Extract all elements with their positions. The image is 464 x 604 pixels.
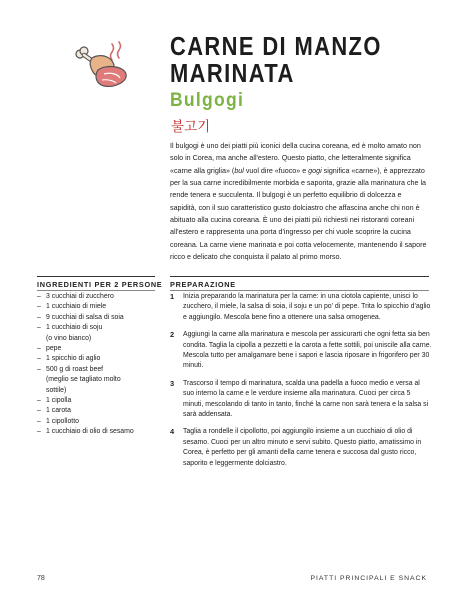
meat-drumstick-icon: [68, 40, 132, 90]
ingredient-item: (meglio se tagliato molto: [46, 376, 121, 384]
preparation-step: [170, 330, 432, 372]
ingredient-item: – 9 cucchiai di salsa di soia: [37, 313, 147, 323]
step-text: Aggiungi la carne alla marinatura e mescola per assicurarti che ogni fetta sia ben condita. Taglia la cipolla a pezzetti e la carota a fette sottili, poi uniscile alla carne. Mescola tutto per amalgamare bene i sapori e lascia riposare in frigorifero per 30 minuti.: [183, 331, 432, 370]
ingredient-item: – 3 cucchiai di zucchero: [37, 292, 147, 302]
preparation-step: [170, 427, 432, 469]
ingredient-item: – 1 spicchio di aglio: [37, 354, 147, 364]
preparation-rule: [170, 276, 429, 277]
step-number: 4: [170, 427, 175, 437]
step-number: 2: [170, 330, 175, 340]
preparation-heading: PREPARAZIONE: [170, 280, 236, 289]
intro-text: significa «carne»), è apprezzato per la sua carne incredibilmente morbida e saporita, grazie alla marinatura che la rende tenera e succulenta. Il bulgogi è un perfetto equilibrio di dolcezza e sapidità, con il suo caratteristico gusto dolciastro che affascina anche chi non è abituato alla cucina coreana. È uno dei piatti più richiesti nei ristoranti coreani all'estero e rappresenta una porta d'ingresso per chi vuole scoprire la cucina coreana. La carne viene marinata e poi cotta velocemente, mantenendo il sapore ricco e delicato che conquista il palato al primo morso.: [170, 166, 427, 262]
intro-text: vuol dire «fuoco» e: [243, 166, 309, 175]
ingredient-item: – 1 cucchiaio di olio di sesamo: [37, 427, 147, 437]
section-running-head: PIATTI PRINCIPALI E SNACK: [310, 575, 427, 582]
ingredient-item: – 1 cipollotto: [37, 417, 147, 427]
step-number: 3: [170, 378, 175, 388]
step-text: Trascorso il tempo di marinatura, scalda una padella a fuoco medio e versa al suo interno la carne e le verdure insieme alla marinatura. Cuoci per circa 5 minuti, mescolando di tanto in tanto, finché la carne non sarà tenera e la salsa si sarà addensata.: [183, 379, 429, 419]
ingredient-item: – 1 cucchiaio di soju: [37, 323, 147, 333]
preparation-step: [170, 379, 432, 421]
ingredient-item: – pepe: [37, 344, 147, 354]
ingredient-item: – 1 cucchiaio di miele: [37, 302, 147, 312]
ingredient-item: – 1 cipolla: [37, 396, 147, 406]
step-number: 1: [170, 292, 175, 301]
ingredient-item: sottile): [46, 386, 67, 394]
preparation-step: [170, 292, 432, 323]
korean-name: 불고기: [171, 119, 211, 135]
ingredient-item: – 500 g di roast beef: [37, 365, 147, 375]
ingredient-item: – 1 carota: [37, 406, 147, 416]
ingredients-rule: [37, 276, 155, 277]
page-number: 78: [37, 575, 45, 582]
preparation-steps: [170, 292, 432, 469]
ingredients-heading: INGREDIENTI PER 2 PERSONE: [37, 280, 163, 289]
ingredient-item: (o vino bianco): [46, 334, 92, 342]
intro-text: Il bulgogi è uno dei piatti più iconici della cucina coreana, ed è molto amato non solo in Corea, ma anche all'estero. Questo piatto, che letteralmente significa «carne alla griglia» (: [170, 142, 421, 175]
ingredients-list: [37, 292, 147, 438]
step-text: Taglia a rondelle il cipollotto, poi aggiungilo insieme a un cucchiaio di olio di sesamo. Cuoci per un altro minuto e servi subito. Questo piatto, amatissimo in Corea, è perfetto per gli amanti della carne tenera e succosa dal gusto ricco, saporito e leggermente dolciastro.: [183, 428, 422, 467]
intro-paragraph: [170, 140, 428, 263]
recipe-title: [170, 34, 382, 88]
intro-term-bul: bul: [234, 166, 244, 175]
step-text: Inizia preparando la marinatura per la carne: in una ciotola capiente, unisci lo zucchero, il miele, la salsa di soia, il soju e un po' di pepe. Trita lo spicchio d'aglio e aggiungilo. Mescola bene fino a ottenere una salsa omogenea.: [183, 293, 431, 321]
preparation-heading-rule: [170, 290, 429, 291]
ingredients-heading-rule: [37, 290, 155, 291]
intro-term-gogi: gogi: [308, 166, 322, 175]
recipe-title-line2: MARINATA: [170, 60, 295, 88]
recipe-subtitle: Bulgogi: [170, 89, 245, 111]
recipe-title-line1: CARNE DI MANZO: [170, 33, 382, 61]
